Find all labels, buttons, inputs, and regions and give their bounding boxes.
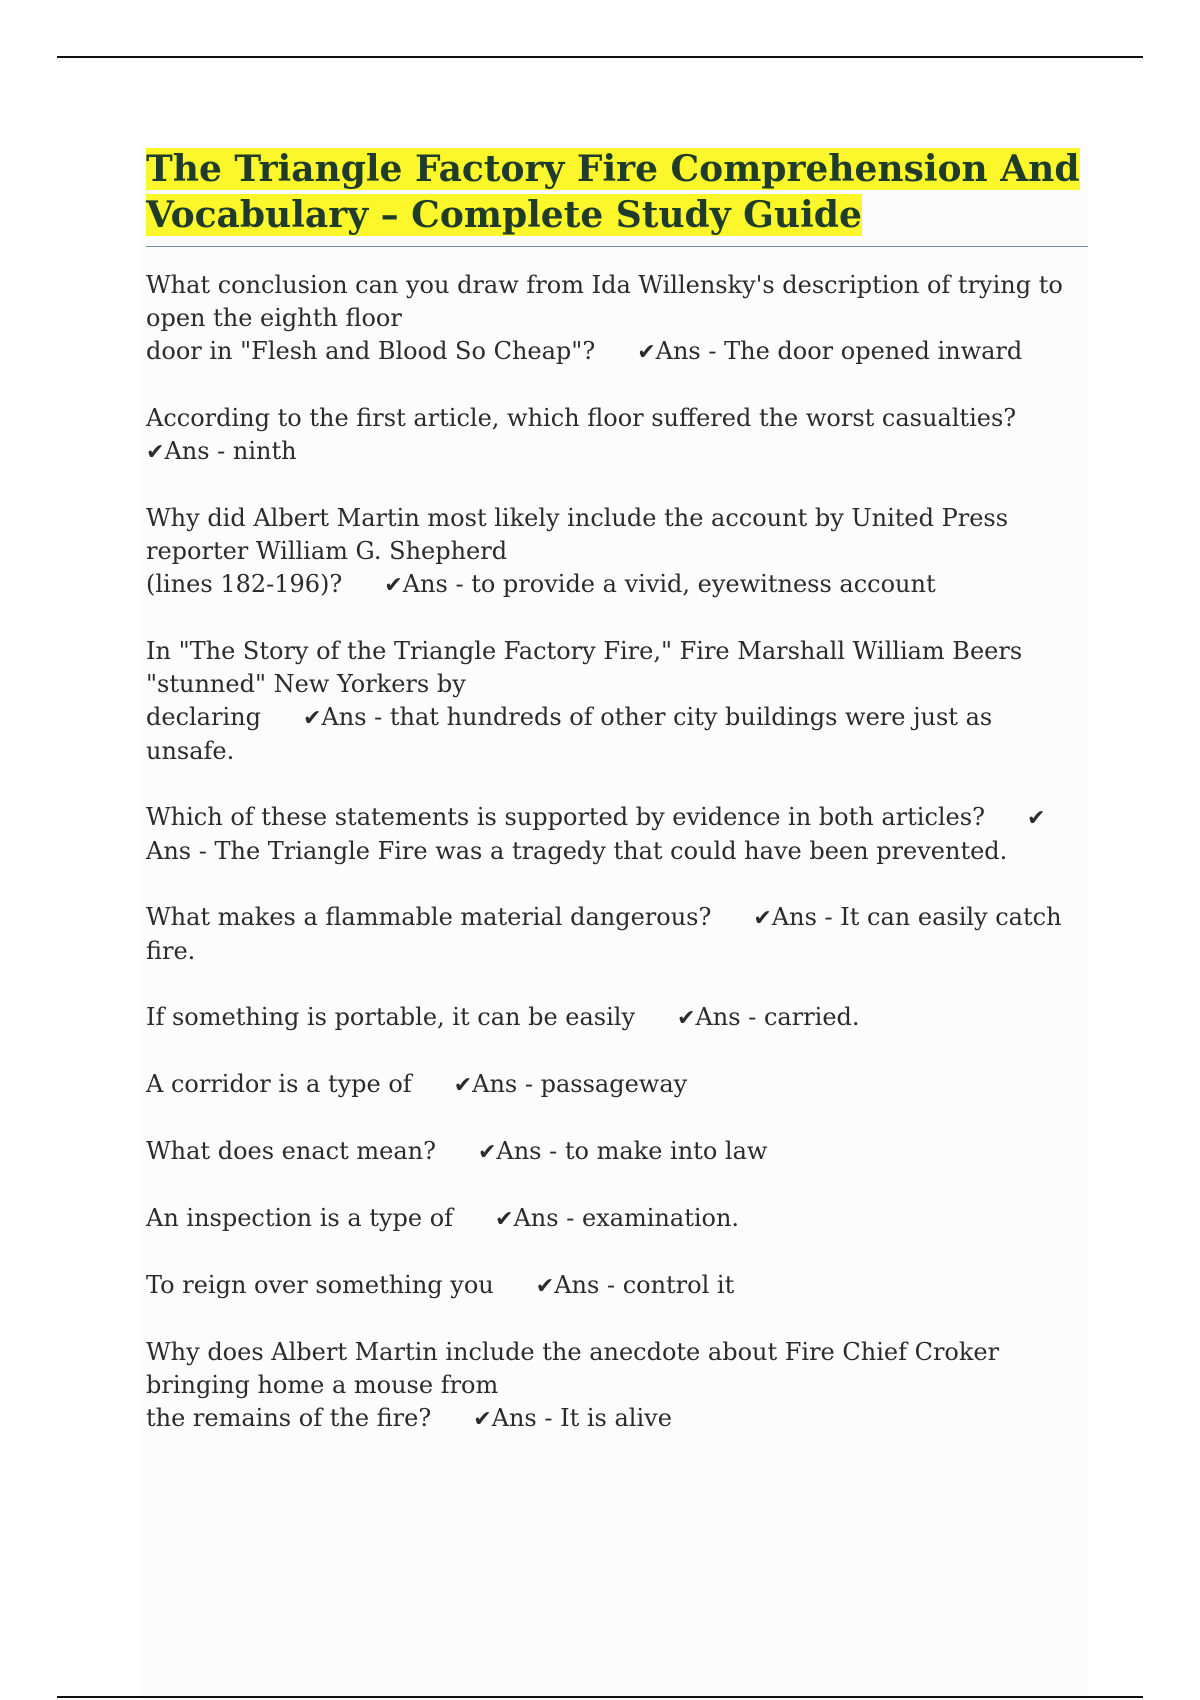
- answer-separator: -: [700, 337, 725, 365]
- checkmark-icon: ✔: [637, 340, 656, 365]
- question-text: Why does Albert Martin include the anecdote about Fire Chief Croker bringing home a mouse from the remains of the fire?: [146, 1338, 1000, 1432]
- answer-label: Ans: [554, 1271, 600, 1299]
- checkmark-icon: ✔: [453, 1073, 473, 1098]
- answer-text: The Triangle Fire was a tragedy that could have been prevented.: [214, 837, 1008, 865]
- answer-text: The door opened inward: [724, 337, 1023, 365]
- answer-label: Ans: [655, 337, 701, 365]
- checkmark-icon: ✔: [535, 1274, 555, 1299]
- answer-text: ninth: [232, 437, 297, 465]
- document-title: The Triangle Factory Fire Comprehension And Vocabulary – Complete Study Guide: [146, 148, 1080, 236]
- qa-item: [146, 269, 1084, 369]
- question-text: What does enact mean?: [146, 1137, 436, 1165]
- answer-separator: -: [191, 837, 215, 865]
- qa-list: [142, 247, 1088, 1436]
- answer-separator: -: [816, 903, 841, 931]
- question-text: According to the first article, which floor suffered the worst casualties?: [146, 404, 1017, 432]
- answer-label: Ans: [321, 703, 367, 731]
- question-text: A corridor is a type of: [146, 1070, 412, 1098]
- answer-label: Ans: [472, 1070, 518, 1098]
- question-text: An inspection is a type of: [146, 1204, 454, 1232]
- answer-separator: -: [366, 703, 390, 731]
- question-text: Why did Albert Martin most likely include the account by United Press reporter William G. Shepherd (lines 182-196)?: [146, 504, 1009, 598]
- answer-label: Ans: [695, 1003, 741, 1031]
- qa-item: [146, 901, 1084, 968]
- checkmark-icon: ✔: [302, 706, 322, 731]
- answer-separator: -: [740, 1003, 764, 1031]
- answer-text: control it: [622, 1271, 735, 1299]
- answer-separator: -: [541, 1137, 565, 1165]
- question-text: Which of these statements is supported by evidence in both articles?: [146, 803, 985, 831]
- answer-separator: -: [517, 1070, 541, 1098]
- qa-item: [146, 1135, 1084, 1169]
- answer-separator: -: [447, 570, 472, 598]
- checkmark-icon: ✔: [1026, 806, 1046, 831]
- qa-item: [146, 801, 1084, 868]
- qa-item: [146, 1269, 1084, 1303]
- answer-separator: -: [558, 1204, 582, 1232]
- qa-item: [146, 1202, 1084, 1236]
- answer-text: to provide a vivid, eyewitness account: [471, 570, 936, 598]
- answer-label: Ans: [164, 437, 210, 465]
- answer-text: passageway: [540, 1070, 688, 1098]
- checkmark-icon: ✔: [495, 1207, 514, 1232]
- checkmark-icon: ✔: [753, 906, 772, 931]
- answer-separator: -: [599, 1271, 623, 1299]
- qa-item: [146, 1336, 1084, 1436]
- checkmark-icon: ✔: [677, 1006, 696, 1031]
- question-text: What conclusion can you draw from Ida Willensky's description of trying to open the eighth floor door in "Flesh and Blood So Cheap"?: [146, 271, 1063, 365]
- answer-label: Ans: [491, 1404, 537, 1432]
- qa-item: [146, 635, 1084, 768]
- answer-label: Ans: [496, 1137, 542, 1165]
- answer-text: carried.: [763, 1003, 860, 1031]
- checkmark-icon: ✔: [384, 573, 403, 598]
- checkmark-icon: ✔: [146, 440, 165, 465]
- answer-separator: -: [536, 1404, 561, 1432]
- answer-text: to make into law: [564, 1137, 768, 1165]
- checkmark-icon: ✔: [477, 1140, 497, 1165]
- bottom-rule: [57, 1696, 1143, 1698]
- document-body: [142, 144, 1088, 1700]
- qa-item: [146, 502, 1084, 602]
- qa-item: [146, 402, 1084, 469]
- question-text: If something is portable, it can be easily: [146, 1003, 636, 1031]
- answer-text: that hundreds of other city buildings were just as unsafe.: [146, 703, 1000, 765]
- qa-item: [146, 1001, 1084, 1035]
- question-text: What makes a flammable material dangerous?: [146, 903, 712, 931]
- answer-label: Ans: [146, 837, 192, 865]
- answer-label: Ans: [771, 903, 817, 931]
- top-rule: [57, 56, 1143, 58]
- answer-label: Ans: [513, 1204, 559, 1232]
- qa-item: [146, 1068, 1084, 1102]
- answer-text: examination.: [581, 1204, 740, 1232]
- checkmark-icon: ✔: [473, 1407, 492, 1432]
- question-text: In "The Story of the Triangle Factory Fire," Fire Marshall William Beers "stunned" New Yorkers by declaring: [146, 637, 1023, 731]
- answer-text: It is alive: [560, 1404, 672, 1432]
- answer-text: It can easily catch fire.: [146, 903, 1070, 965]
- answer-separator: -: [209, 437, 233, 465]
- answer-label: Ans: [402, 570, 448, 598]
- question-text: To reign over something you: [146, 1271, 494, 1299]
